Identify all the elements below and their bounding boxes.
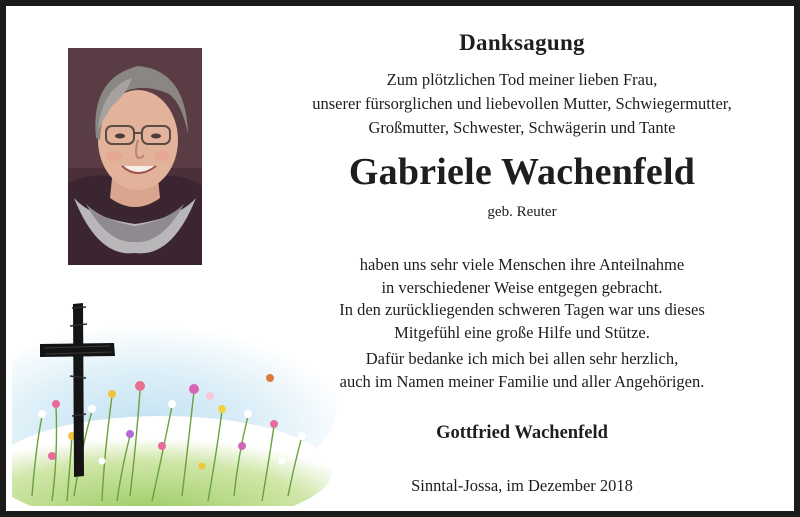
notice-heading: Danksagung [459,30,585,55]
deceased-name: Gabriele Wachenfeld [348,151,696,193]
body-line: in verschiedener Weise entgegen gebracht. [381,277,663,297]
body-text-first [256,254,788,344]
birth-name: geb. Reuter [487,204,557,220]
body-line: Mitgefühl eine große Hilfe und Stütze. [394,322,650,342]
intro-line: unserer fürsorglichen und liebevollen Mutter, Schwiegermutter, [312,94,732,113]
body-text-second [256,348,788,393]
intro-line: Zum plötzlichen Tod meiner lieben Frau, [386,70,658,89]
body-line: auch im Namen meiner Familie und aller Angehörigen. [339,371,705,391]
signer-name: Gottfried Wachenfeld [436,423,608,443]
intro-line: Großmutter, Schwester, Schwägerin und Tante [368,118,676,137]
body-line: haben uns sehr viele Menschen ihre Anteilnahme [359,255,685,274]
place-date: Sinntal-Jossa, im Dezember 2018 [411,476,633,495]
portrait-photo [68,48,202,265]
intro-text [256,68,788,140]
body-line: In den zurückliegenden schweren Tagen war uns dieses [339,300,705,319]
portrait-image [68,48,202,265]
body-line: Dafür bedanke ich mich bei allen sehr herzlich, [365,349,679,368]
